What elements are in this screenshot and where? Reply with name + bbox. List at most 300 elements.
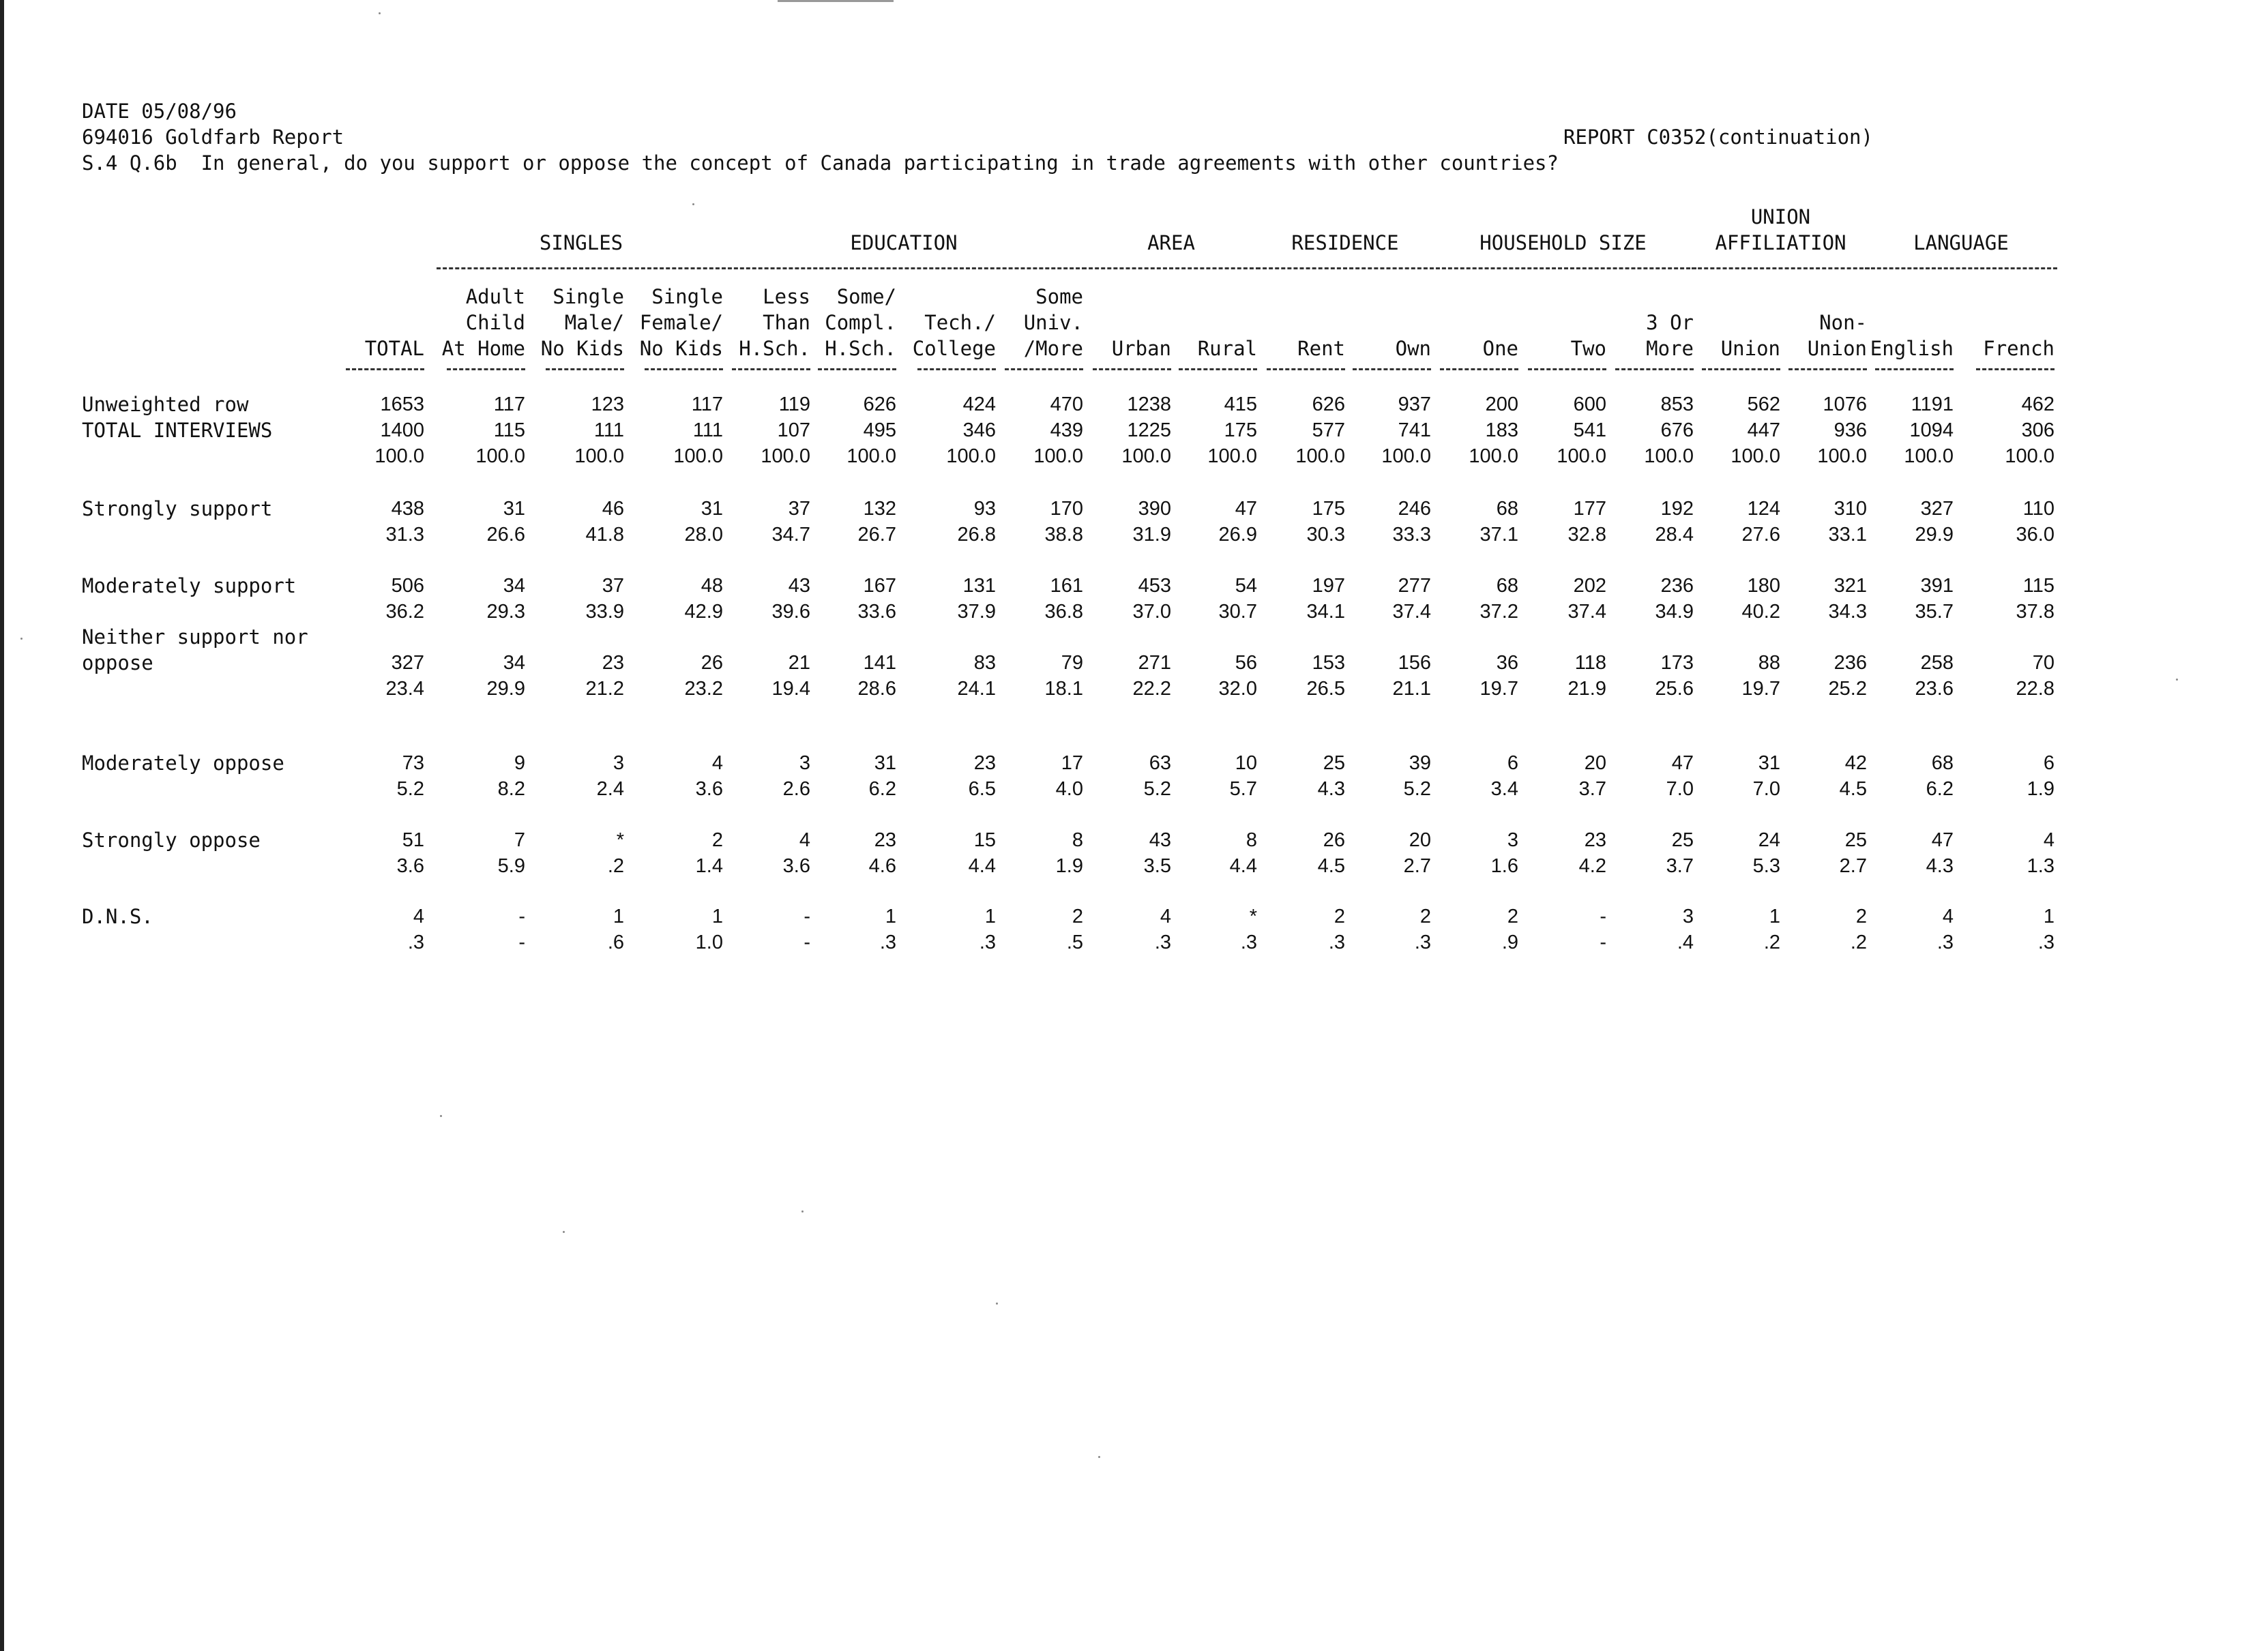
table-cell: 2 <box>1507 906 1518 927</box>
table-cell: 156 <box>1398 652 1431 674</box>
column-header: Union <box>1807 337 1867 360</box>
table-cell: 31 <box>874 752 896 774</box>
table-cell: 1 <box>2043 906 2055 927</box>
table-cell: 42.9 <box>684 601 723 623</box>
column-underline <box>1440 368 1518 370</box>
question-text: S.4 Q.6b In general, do you support or oppose the concept of Canada participating in trade agreements with other countries? <box>82 151 1559 175</box>
report-id: REPORT C0352(continuation) <box>1563 125 1873 149</box>
group-underline <box>1865 267 2057 269</box>
table-cell: 19.4 <box>771 678 810 700</box>
table-cell: 100.0 <box>574 445 624 467</box>
table-cell: 5.2 <box>1143 778 1171 800</box>
table-cell: 39 <box>1409 752 1431 774</box>
table-cell: 258 <box>1920 652 1954 674</box>
table-cell: 36.8 <box>1044 601 1083 623</box>
table-cell: 47 <box>1931 829 1954 851</box>
table-cell: - <box>804 932 810 953</box>
table-cell: 2.7 <box>1403 855 1431 877</box>
table-cell: 3 <box>1507 829 1518 851</box>
table-cell: 100.0 <box>1469 445 1518 467</box>
table-cell: 28.6 <box>857 678 896 700</box>
table-cell: 88 <box>1758 652 1780 674</box>
table-cell: 1.4 <box>695 855 723 877</box>
table-cell: 73 <box>402 752 424 774</box>
table-cell: 37.0 <box>1132 601 1171 623</box>
column-header: Univ. <box>1023 311 1083 334</box>
scan-speck <box>440 1115 442 1117</box>
table-cell: 63 <box>1149 752 1171 774</box>
row-label: oppose <box>82 651 153 674</box>
table-cell: 34.1 <box>1306 601 1345 623</box>
table-cell: 43 <box>788 575 810 597</box>
table-cell: 68 <box>1496 575 1518 597</box>
table-cell: 6 <box>1507 752 1518 774</box>
table-cell: 21 <box>788 652 810 674</box>
table-cell: .2 <box>1763 932 1780 953</box>
table-cell: 32.0 <box>1218 678 1257 700</box>
table-cell: 8 <box>1246 829 1257 851</box>
table-cell: 271 <box>1138 652 1171 674</box>
table-cell: 853 <box>1660 393 1694 415</box>
table-cell: 4 <box>1160 906 1171 927</box>
table-cell: 37.1 <box>1479 524 1518 546</box>
row-label: Strongly oppose <box>82 829 261 852</box>
table-cell: 117 <box>493 393 525 415</box>
column-underline <box>1528 368 1606 370</box>
table-cell: 1 <box>885 906 896 927</box>
table-cell: 33.6 <box>857 601 896 623</box>
table-cell: 4.5 <box>1839 778 1867 800</box>
table-cell: - <box>1600 932 1606 953</box>
table-cell: 2 <box>1855 906 1867 927</box>
column-underline <box>917 368 996 370</box>
table-cell: 8 <box>1072 829 1083 851</box>
table-cell: 1.0 <box>695 932 723 953</box>
column-underline <box>1875 368 1954 370</box>
table-cell: 453 <box>1138 575 1171 597</box>
table-cell: 26.5 <box>1306 678 1345 700</box>
table-cell: 18.1 <box>1044 678 1083 700</box>
table-cell: .5 <box>1066 932 1083 953</box>
table-cell: 4 <box>2043 829 2055 851</box>
table-cell: 6.2 <box>868 778 896 800</box>
group-underline <box>1256 267 1434 269</box>
table-cell: 23 <box>874 829 896 851</box>
table-cell: 170 <box>1050 498 1083 520</box>
column-header: Single <box>651 285 723 308</box>
table-cell: 936 <box>1833 419 1867 441</box>
table-cell: 327 <box>1920 498 1954 520</box>
table-cell: 3.4 <box>1490 778 1518 800</box>
scan-speck <box>996 1303 998 1305</box>
table-cell: 470 <box>1050 393 1083 415</box>
table-cell: 37.9 <box>957 601 996 623</box>
column-header: French <box>1983 337 2055 360</box>
table-cell: 175 <box>1224 419 1257 441</box>
table-cell: .3 <box>407 932 424 953</box>
table-cell: 123 <box>591 393 624 415</box>
table-cell: 7.0 <box>1666 778 1694 800</box>
table-cell: 26 <box>701 652 723 674</box>
table-cell: 4.3 <box>1317 778 1345 800</box>
column-header: 3 Or <box>1646 311 1694 334</box>
table-cell: 1094 <box>1909 419 1954 441</box>
row-label: Moderately oppose <box>82 752 284 775</box>
column-header: Female/ <box>639 311 723 334</box>
table-cell: 23.4 <box>385 678 424 700</box>
table-cell: 25.6 <box>1655 678 1694 700</box>
table-cell: 34.3 <box>1828 601 1867 623</box>
table-cell: 4.5 <box>1317 855 1345 877</box>
table-cell: 100.0 <box>946 445 996 467</box>
column-header: Urban <box>1111 337 1171 360</box>
table-cell: 23.6 <box>1915 678 1954 700</box>
table-cell: 1 <box>613 906 624 927</box>
table-cell: 1.3 <box>2027 855 2055 877</box>
group-underline <box>722 267 1086 269</box>
group-header-residence: RESIDENCE <box>1291 231 1399 254</box>
table-cell: 25 <box>1323 752 1345 774</box>
column-header: Compl. <box>825 311 896 334</box>
table-cell: 1225 <box>1127 419 1171 441</box>
group-header-household-size: HOUSEHOLD SIZE <box>1479 231 1647 254</box>
table-cell: 34.9 <box>1655 601 1694 623</box>
table-cell: 100.0 <box>761 445 810 467</box>
table-cell: * <box>1249 906 1257 927</box>
table-cell: 4 <box>1942 906 1954 927</box>
table-cell: 391 <box>1920 575 1954 597</box>
table-cell: 27.6 <box>1741 524 1780 546</box>
table-cell: 119 <box>778 393 810 415</box>
table-cell: .9 <box>1501 932 1518 953</box>
table-cell: 68 <box>1496 498 1518 520</box>
column-header: College <box>912 337 996 360</box>
table-cell: 33.1 <box>1828 524 1867 546</box>
table-cell: 4 <box>711 752 723 774</box>
table-cell: 118 <box>1574 652 1606 674</box>
table-cell: 100.0 <box>1904 445 1954 467</box>
table-cell: 3.5 <box>1143 855 1171 877</box>
column-underline <box>732 368 810 370</box>
table-cell: 115 <box>2022 575 2055 597</box>
column-underline <box>818 368 896 370</box>
column-header: Child <box>465 311 525 334</box>
table-cell: .3 <box>1414 932 1431 953</box>
table-cell: 1 <box>984 906 996 927</box>
table-cell: 28.0 <box>684 524 723 546</box>
column-header: Non- <box>1819 311 1867 334</box>
group-header-affiliation: AFFILIATION <box>1715 231 1846 254</box>
table-cell: 1 <box>711 906 723 927</box>
table-cell: 31.9 <box>1132 524 1171 546</box>
table-cell: 37 <box>602 575 624 597</box>
table-cell: 26 <box>1323 829 1345 851</box>
column-header: At Home <box>441 337 525 360</box>
table-cell: 115 <box>493 419 525 441</box>
table-cell: 22.8 <box>2016 678 2055 700</box>
table-cell: 4.4 <box>1229 855 1257 877</box>
table-cell: 25 <box>1844 829 1867 851</box>
table-cell: 447 <box>1747 419 1780 441</box>
table-cell: 3.6 <box>782 855 810 877</box>
table-cell: 2.7 <box>1839 855 1867 877</box>
table-cell: 321 <box>1833 575 1867 597</box>
scan-speck <box>801 1210 804 1213</box>
table-cell: .2 <box>1850 932 1867 953</box>
report-date: DATE 05/08/96 <box>82 100 237 123</box>
row-label: D.N.S. <box>82 905 153 928</box>
table-cell: 277 <box>1398 575 1431 597</box>
row-label: Unweighted row <box>82 393 249 416</box>
table-cell: 93 <box>973 498 996 520</box>
table-cell: 676 <box>1660 419 1694 441</box>
table-cell: 19.7 <box>1741 678 1780 700</box>
table-cell: 5.2 <box>396 778 424 800</box>
table-cell: 100.0 <box>475 445 525 467</box>
table-cell: 42 <box>1844 752 1867 774</box>
column-underline <box>1788 368 1867 370</box>
table-cell: 131 <box>962 575 996 597</box>
group-underline <box>1692 267 1870 269</box>
table-cell: 2 <box>1419 906 1431 927</box>
column-header: Some <box>1035 285 1083 308</box>
table-cell: 100.0 <box>1121 445 1171 467</box>
table-cell: 346 <box>962 419 996 441</box>
table-cell: 495 <box>863 419 896 441</box>
table-cell: 100.0 <box>1731 445 1780 467</box>
group-header-singles: SINGLES <box>539 231 623 254</box>
table-cell: 173 <box>1660 652 1694 674</box>
group-underline <box>437 267 726 269</box>
table-cell: 31 <box>1758 752 1780 774</box>
table-cell: 439 <box>1050 419 1083 441</box>
table-cell: 541 <box>1573 419 1606 441</box>
table-cell: 141 <box>863 652 896 674</box>
scan-speck <box>379 12 381 14</box>
table-cell: 20 <box>1409 829 1431 851</box>
table-cell: 3.6 <box>695 778 723 800</box>
column-header: Single <box>553 285 624 308</box>
table-cell: - <box>518 906 525 927</box>
table-cell: 110 <box>2022 498 2055 520</box>
table-cell: 21.2 <box>585 678 624 700</box>
table-cell: 4.0 <box>1055 778 1083 800</box>
table-cell: 54 <box>1235 575 1257 597</box>
table-cell: 21.9 <box>1567 678 1606 700</box>
column-header: Own <box>1395 337 1431 360</box>
table-cell: 4 <box>413 906 424 927</box>
table-cell: 2 <box>711 829 723 851</box>
table-cell: 626 <box>863 393 896 415</box>
table-cell: 40.2 <box>1741 601 1780 623</box>
table-cell: 5.9 <box>497 855 525 877</box>
group-header-area: AREA <box>1147 231 1195 254</box>
table-cell: 37.8 <box>2016 601 2055 623</box>
table-cell: 15 <box>973 829 996 851</box>
table-cell: 161 <box>1050 575 1083 597</box>
table-cell: 5.3 <box>1752 855 1780 877</box>
table-cell: 177 <box>1573 498 1606 520</box>
table-cell: 180 <box>1747 575 1780 597</box>
table-cell: 1400 <box>380 419 424 441</box>
column-header: English <box>1870 337 1954 360</box>
table-cell: 327 <box>391 652 424 674</box>
table-cell: .2 <box>607 855 624 877</box>
column-underline <box>1267 368 1345 370</box>
column-header: /More <box>1023 337 1083 360</box>
table-cell: 32.8 <box>1567 524 1606 546</box>
column-underline <box>447 368 525 370</box>
table-cell: 37.4 <box>1392 601 1431 623</box>
table-cell: 83 <box>973 652 996 674</box>
table-cell: 25 <box>1671 829 1694 851</box>
column-header: Male/ <box>564 311 624 334</box>
table-cell: .3 <box>979 932 996 953</box>
table-cell: 26.8 <box>957 524 996 546</box>
table-cell: 2 <box>1334 906 1345 927</box>
table-cell: 38.8 <box>1044 524 1083 546</box>
table-cell: 1 <box>1769 906 1780 927</box>
table-cell: 111 <box>593 419 624 441</box>
table-cell: 10 <box>1235 752 1257 774</box>
table-cell: * <box>616 829 624 851</box>
table-cell: 183 <box>1485 419 1518 441</box>
table-cell: 3 <box>799 752 810 774</box>
table-cell: 153 <box>1312 652 1345 674</box>
table-cell: 26.7 <box>857 524 896 546</box>
table-cell: 1.9 <box>2027 778 2055 800</box>
table-cell: 24 <box>1758 829 1780 851</box>
table-cell: 17 <box>1061 752 1083 774</box>
column-header: TOTAL <box>364 337 424 360</box>
table-cell: 3 <box>1682 906 1694 927</box>
table-cell: 6.5 <box>968 778 996 800</box>
table-cell: 9 <box>514 752 525 774</box>
table-cell: 100.0 <box>1295 445 1345 467</box>
table-cell: 5.2 <box>1403 778 1431 800</box>
table-cell: - <box>1600 906 1606 927</box>
group-underline <box>1083 267 1260 269</box>
table-cell: 1076 <box>1823 393 1867 415</box>
table-cell: 236 <box>1660 575 1694 597</box>
column-header: Tech./ <box>924 311 996 334</box>
table-cell: 424 <box>962 393 996 415</box>
table-cell: 415 <box>1224 393 1257 415</box>
table-cell: 23 <box>1584 829 1606 851</box>
table-cell: 29.3 <box>486 601 525 623</box>
column-header: H.Sch. <box>739 337 810 360</box>
table-cell: .3 <box>2037 932 2055 953</box>
table-cell: 577 <box>1312 419 1345 441</box>
table-cell: 1191 <box>1911 393 1954 415</box>
table-cell: 70 <box>2032 652 2055 674</box>
column-underline <box>1353 368 1431 370</box>
column-header: One <box>1482 337 1518 360</box>
table-cell: 34 <box>503 652 525 674</box>
table-cell: 26.6 <box>486 524 525 546</box>
column-header: Rural <box>1197 337 1257 360</box>
table-cell: 56 <box>1235 652 1257 674</box>
table-cell: 107 <box>777 419 810 441</box>
table-cell: 39.6 <box>771 601 810 623</box>
row-label: Neither support nor <box>82 625 308 649</box>
table-cell: 8.2 <box>497 778 525 800</box>
table-cell: 1238 <box>1127 393 1171 415</box>
table-cell: 37 <box>788 498 810 520</box>
table-cell: 600 <box>1573 393 1606 415</box>
table-cell: 68 <box>1931 752 1954 774</box>
table-cell: 48 <box>701 575 723 597</box>
table-cell: 5.7 <box>1229 778 1257 800</box>
table-cell: 36.2 <box>385 601 424 623</box>
table-cell: 100.0 <box>1817 445 1867 467</box>
table-cell: 23 <box>973 752 996 774</box>
column-header: Rent <box>1297 337 1345 360</box>
table-cell: 22.2 <box>1132 678 1171 700</box>
table-cell: 100.0 <box>1207 445 1257 467</box>
table-cell: 20 <box>1584 752 1606 774</box>
table-cell: .4 <box>1677 932 1694 953</box>
group-underline <box>1430 267 1696 269</box>
table-cell: 246 <box>1398 498 1431 520</box>
column-header: Union <box>1720 337 1780 360</box>
table-cell: 4.6 <box>868 855 896 877</box>
group-header-union: UNION <box>1750 205 1811 228</box>
table-cell: 36.0 <box>2016 524 2055 546</box>
column-header: H.Sch. <box>825 337 896 360</box>
table-cell: 200 <box>1485 393 1518 415</box>
table-cell: .3 <box>879 932 896 953</box>
table-cell: 31.3 <box>385 524 424 546</box>
table-cell: 4.4 <box>968 855 996 877</box>
table-cell: - <box>804 906 810 927</box>
table-cell: 100.0 <box>846 445 896 467</box>
table-cell: 34 <box>503 575 525 597</box>
table-cell: 111 <box>692 419 723 441</box>
table-cell: 167 <box>863 575 896 597</box>
table-cell: 100.0 <box>1033 445 1083 467</box>
row-label: Strongly support <box>82 497 273 520</box>
table-cell: 100.0 <box>374 445 424 467</box>
table-cell: 306 <box>2021 419 2055 441</box>
column-underline <box>1976 368 2055 370</box>
table-cell: 390 <box>1138 498 1171 520</box>
table-cell: 7.0 <box>1752 778 1780 800</box>
table-cell: 30.7 <box>1218 601 1257 623</box>
table-cell: 37.2 <box>1479 601 1518 623</box>
table-cell: 47 <box>1671 752 1694 774</box>
table-cell: 100.0 <box>1644 445 1694 467</box>
table-cell: 438 <box>391 498 424 520</box>
table-cell: 34.7 <box>771 524 810 546</box>
scan-speck <box>20 638 23 640</box>
column-underline <box>1005 368 1083 370</box>
table-cell: 41.8 <box>585 524 624 546</box>
column-underline <box>1615 368 1694 370</box>
table-cell: 117 <box>691 393 723 415</box>
table-cell: 21.1 <box>1392 678 1431 700</box>
table-cell: 6 <box>2043 752 2055 774</box>
table-cell: 37.4 <box>1567 601 1606 623</box>
table-cell: 100.0 <box>1381 445 1431 467</box>
column-header: Less <box>763 285 810 308</box>
table-cell: 192 <box>1660 498 1694 520</box>
column-underline <box>645 368 723 370</box>
table-cell: 1653 <box>380 393 424 415</box>
row-label: Moderately support <box>82 574 297 597</box>
table-cell: 1.9 <box>1055 855 1083 877</box>
scan-speck <box>2176 679 2178 681</box>
